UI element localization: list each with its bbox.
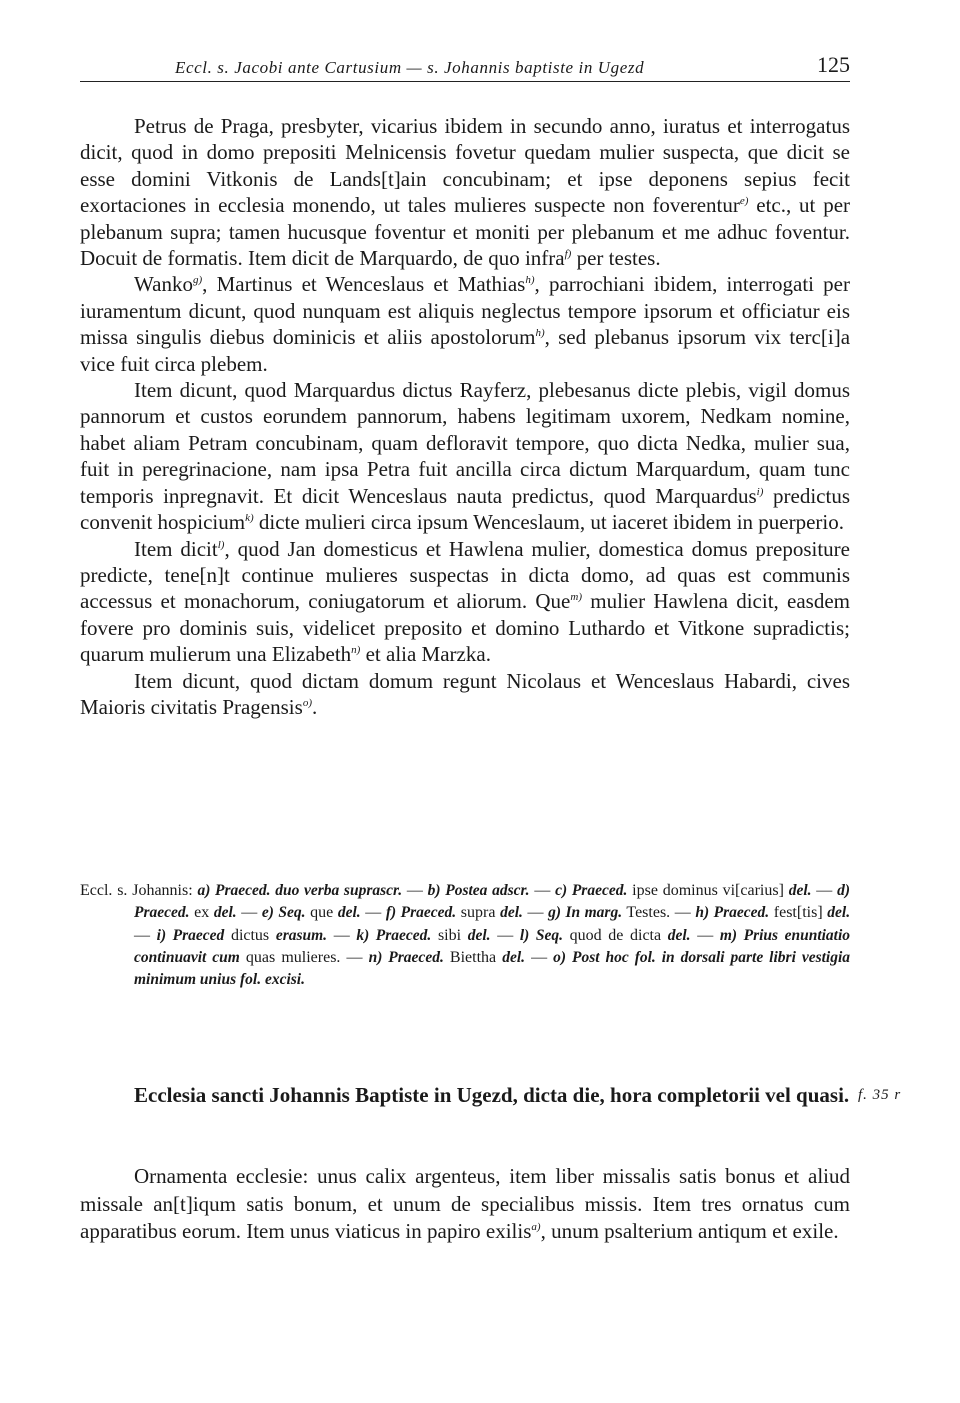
apparatus-quoted-text: quod de dicta [562,926,668,944]
apparatus-quoted-text: — [360,904,386,922]
footnote-marker-g: g) [192,274,203,287]
text-run: , sed plebanus ipsorum vix terc[i]a vice fuit circa plebem. [80,325,851,376]
apparatus-editorial-text: del. [467,926,491,944]
apparatus-editorial-text: a) Praeced. duo verba suprascr. [197,882,403,899]
footnote-marker-l: l) [217,538,225,551]
apparatus-editorial-text: del. [827,904,851,922]
footnote-marker-k: k) [245,512,254,525]
text-run: , unum psalterium antiqum et exile. [540,1219,839,1243]
apparatus-quoted-text: sibi [431,926,468,944]
apparatus-quoted-text: ex [189,904,214,922]
text-run: Item dicunt, quod dictam domum regunt Nicolaus et Wenceslaus Habardi, cives Maioris civitatis Pragensis [80,668,850,719]
paragraph-ornamenta [80,1163,850,1246]
apparatus-entries [134,882,850,988]
text-run: . [311,694,318,719]
apparatus-quoted-text: dictus [224,926,276,944]
apparatus-editorial-text: k) Praeced. [356,926,432,944]
text-run: , Martinus et Wenceslaus et Mathias [202,272,526,297]
footnote-marker-n: n) [351,644,361,657]
apparatus-editorial-text: d) Praeced. [134,882,851,922]
apparatus-editorial-text: del. [500,904,523,922]
text-run: dicte mulieri circa ipsum Wenceslaum, ut iaceret ibidem in puerperio. [253,510,844,535]
text-run: Wanko [134,272,193,297]
text-run: predictus convenit hospicium [80,483,850,535]
apparatus-editorial-text: o) Post hoc fol. in dorsali parte libri vestigia minimum unius fol. excisi. [134,948,851,989]
section-heading: Ecclesia sancti Johannis Baptiste in Ugezd, dicta die, hora completorii vel quasi. [134,1083,850,1107]
paragraph-jan-hawlena [80,536,850,668]
apparatus-quoted-text: — [134,926,157,944]
apparatus-editorial-text: del. [788,882,812,899]
apparatus-quoted-text: — [690,926,720,944]
apparatus-editorial-text: m) Prius enuntiatio continuavit cum [134,926,851,966]
running-head-title: Eccl. s. Jacobi ante Cartusium — s. Johannis baptiste in Ugezd [175,58,645,77]
apparatus-editorial-text: g) In marg. [548,904,623,922]
text-run: Petrus de Praga, presbyter, vicarius ibidem in secundo anno, iuratus et interrogatus dicit, quod in domo prepositi Melnicensis fovetur quedam mulier suspecta, que dicit se esse domini Vitkonis de Lands[t]ain concubinam; et ipse deponens sepius fecit exortaciones in ecclesia monendo, ut tales mulieres suspecte non foverentur [80,114,850,218]
paragraph-marquardus [80,377,850,535]
page-number: 125 [817,52,850,77]
apparatus-editorial-text: del. [667,926,691,944]
apparatus-editorial-text: c) Praeced. [555,882,628,899]
apparatus-quoted-text: — [236,904,262,922]
apparatus-editorial-text: h) Praeced. [695,904,770,922]
apparatus-editorial-text: e) Seq. [261,904,306,922]
paragraph-petrus [80,113,850,271]
apparatus-quoted-text: — [402,882,428,899]
footnote-marker-h: h) [535,327,545,340]
apparatus-editorial-text: l) Seq. [519,926,563,944]
footnote-marker-mathias: h) [525,274,535,287]
footnote-marker-e: e) [739,195,749,208]
text-run: Ornamenta ecclesie: unus calix argenteus, item liber missalis satis bonus et aliud missale an[t]iqum satis bonum, et unum de specialibus missis. Item tres ornatus cum apparatibus eorum. Item unus viaticus in papiro exilis [80,1164,850,1243]
apparatus-editorial-text: b) Postea adscr. [427,882,530,899]
apparatus-editorial-text: erasum. [275,926,328,944]
footnote-marker-a: a) [531,1221,541,1233]
apparatus-quoted-text: que [305,904,338,922]
text-run: per testes. [571,246,661,271]
paragraph-habardi [80,668,850,721]
text-run: Item dicunt, quod Marquardus dictus Rayferz, plebesanus dicte plebis, vigil domus pannorum et custos eorundem pannorum, habens legitimam uxorem, Nedkam nomine, habet aliam Petram concubinam, quam defloravit tempore, quo dicta Nedka, mulier sua, fuit in peregrinacione, nam ipsa Petra fuit ancilla circa dictum Marquardum, quam tunc temporis inpregnavit. Et dicit Wenceslaus nauta predictus, quod Marquardus [80,378,850,508]
apparatus-quoted-text: — [522,904,549,922]
folio-reference: f. 35 r [858,1087,902,1103]
apparatus-quoted-text: — [327,926,357,944]
apparatus-editorial-text: del. [213,904,237,922]
apparatus-quoted-text: supra [456,904,501,922]
apparatus-quoted-text: — [811,882,838,899]
paragraph-wanko [80,271,850,377]
text-run: mulier Hawlena dicit, easdem fovere pro dominis suis, videlicet preposito et domino Luthardo et Vitkone supradictis; quarum mulierum una Elizabeth [80,589,851,667]
apparatus-quoted-text: fest[tis] [769,904,828,922]
footnote-marker-f: f) [564,248,572,261]
apparatus-quoted-text: quas mulieres. — [239,948,369,966]
text-run: Item dicit [134,536,218,561]
apparatus-editorial-text: del. [502,948,525,966]
critical-apparatus [80,880,850,991]
apparatus-notes [80,880,850,991]
apparatus-lead: Eccl. s. Johannis: [80,882,198,899]
text-run: etc., ut per plebanum supra; tamen hucusque foventur et moniti per plebanum et me adhuc foventur. Docuit de formatis. Item dicit de Marquardo, de quo infra [80,193,851,271]
apparatus-quoted-text: — [529,882,556,899]
apparatus-quoted-text: — [490,926,520,944]
apparatus-editorial-text: f) Praeced. [385,904,457,922]
apparatus-quoted-text: — [525,948,554,966]
text-run: , quod Jan domesticus et Hawlena mulier, domestica domus prepositure predicte, tene[n]t continue mulieres suspectas in dicta domo, ad quas est communis accessus et monachorum, coniugatorum et aliorum. Que [80,536,850,614]
text-run: , parrochiani ibidem, interrogati per iuramentum dicunt, quod nunquam est aliquis neglectus tempore ipsorum et officiatur eis missa singulis diebus dominicis et aliis apostolorum [80,272,850,350]
apparatus-editorial-text: n) Praeced. [368,948,444,966]
apparatus-quoted-text: Testes. — [622,904,696,922]
footnote-marker-o: o) [302,696,312,709]
main-text [80,113,850,720]
apparatus-quoted-text: ipse dominus vi[carius] [627,882,789,899]
text-run: et alia Marzka. [360,642,491,667]
footnote-marker-m: m) [570,591,582,604]
apparatus-quoted-text: Biettha [443,948,503,966]
apparatus-editorial-text: i) Praeced [156,926,225,944]
header-rule [80,81,850,82]
apparatus-editorial-text: del. [337,904,361,922]
section-text [80,1163,850,1246]
footnote-marker-i: i) [756,485,764,498]
